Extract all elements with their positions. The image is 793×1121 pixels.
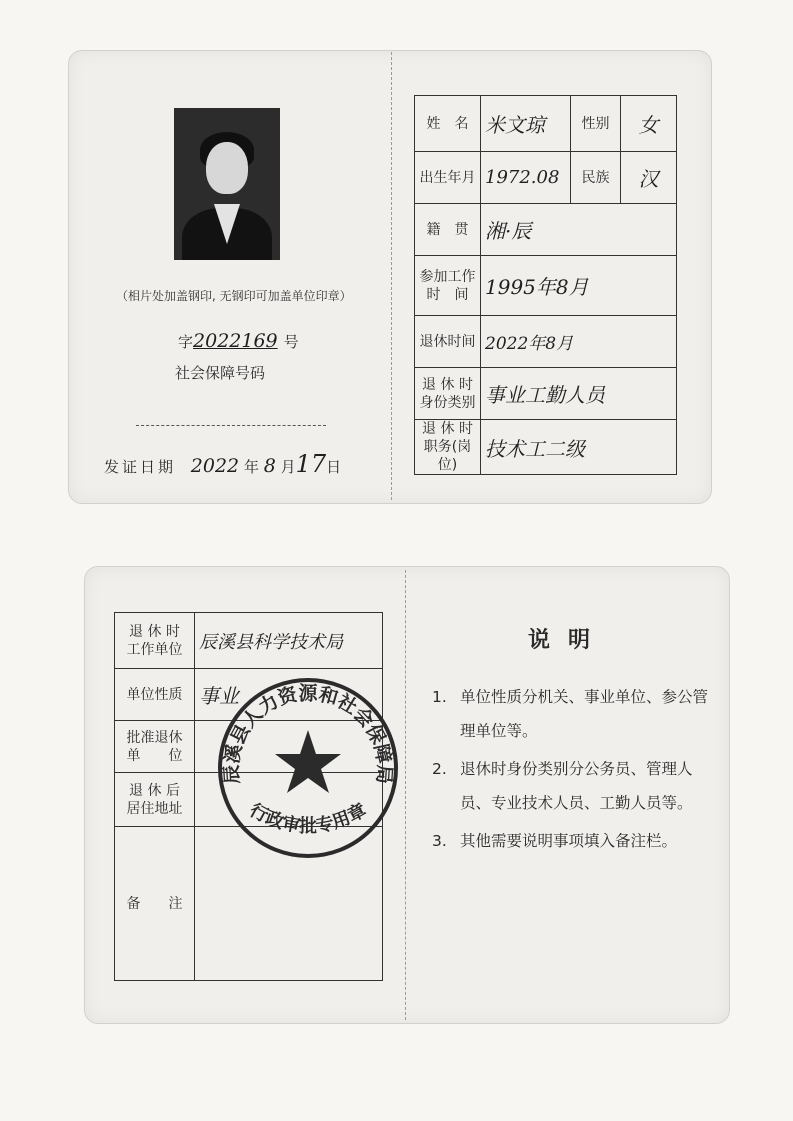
issue-date-label: 发证日期 [104,458,177,476]
issue-month: 8 [263,455,276,477]
work-unit-value: 辰溪县科学技术局 [195,613,383,669]
month-char: 月 [280,458,296,476]
instruction-item [432,680,722,748]
identity-label-line2: 身份类别 [419,394,476,411]
work-unit-label [115,613,195,669]
birth-value: 1972.08 [481,152,571,204]
instructions-title: 说明 [528,628,609,653]
instruction-item [432,824,722,858]
ethnicity-value: 汉 [621,152,677,204]
id-photo [174,108,280,260]
instruction-item [432,752,722,820]
address-label-line2: 居住地址 [126,800,183,817]
work-start-label [415,256,481,316]
social-security-line [136,425,326,426]
issue-date [104,450,341,478]
instruction-text: 退休时身份类别分公务员、管理人员、专业技术人员、工勤人员等。 [460,760,693,812]
position-value: 技术工二级 [481,420,677,475]
day-char: 日 [326,458,342,476]
approval-label-line1: 批准退休 [126,729,183,746]
native-place-value: 湘·辰 [481,204,677,256]
approval-unit-label [115,721,195,773]
identity-category-value: 事业工勤人员 [481,368,677,420]
unit-nature-value: 事业 [195,669,383,721]
social-security-label: 社会保障号码 [175,364,266,382]
instructions-list [432,680,722,862]
retire-time-label: 退休时间 [415,316,481,368]
year-char: 年 [243,458,259,476]
seal-text-bottom [246,799,370,837]
ethnicity-label: 民族 [571,152,621,204]
gender-label: 性别 [571,96,621,152]
work-start-value: 1995年8月 [481,256,677,316]
position-label-line2: 职务(岗位) [423,439,472,473]
cert-number-suffix: 号 [283,333,299,351]
issue-day: 17 [295,450,327,478]
cert-number-value: 2022169 [193,330,278,352]
identity-label-line1: 退 休 时 [422,376,473,393]
instruction-number: 3. [432,832,447,850]
position-label-line1: 退 休 时 [422,421,473,437]
identity-category-label [415,368,481,420]
name-label: 姓 名 [415,96,481,152]
instruction-text: 单位性质分机关、事业单位、参公管理单位等。 [460,688,709,740]
name-value: 米文琼 [481,96,571,152]
personal-info-table [414,95,677,475]
gender-value: 女 [621,96,677,152]
work-unit-label-line2: 工作单位 [126,641,183,658]
instruction-number: 2. [432,760,447,778]
work-start-label-line1: 参加工作 [419,268,476,285]
top-fold-line [391,52,392,500]
cert-number-prefix: 字 [178,333,194,351]
position-label [415,420,481,475]
instruction-number: 1. [432,688,447,706]
birth-label: 出生年月 [415,152,481,204]
issue-year: 2022 [190,455,240,477]
work-start-label-line2: 时 间 [426,286,469,303]
cert-number [178,330,299,352]
photo-caption: （相片处加盖钢印, 无钢印可加盖单位印章） [116,289,352,303]
address-label [115,773,195,827]
native-place-label: 籍 贯 [415,204,481,256]
work-unit-label-line1: 退 休 时 [129,623,180,640]
seal-text-bottom-path: 行政审批专用章 [246,799,370,837]
remarks-label: 备 注 [115,827,195,981]
official-seal [208,668,408,868]
instruction-text: 其他需要说明事项填入备注栏。 [460,832,678,850]
approval-label-line2: 单 位 [126,747,183,764]
seal-text-top-path: 辰溪县人力资源和社会保障局 [220,682,396,785]
retire-time-value: 2022年8月 [481,316,677,368]
seal-star-icon [275,730,341,793]
address-label-line1: 退 休 后 [129,782,180,799]
unit-nature-label: 单位性质 [115,669,195,721]
